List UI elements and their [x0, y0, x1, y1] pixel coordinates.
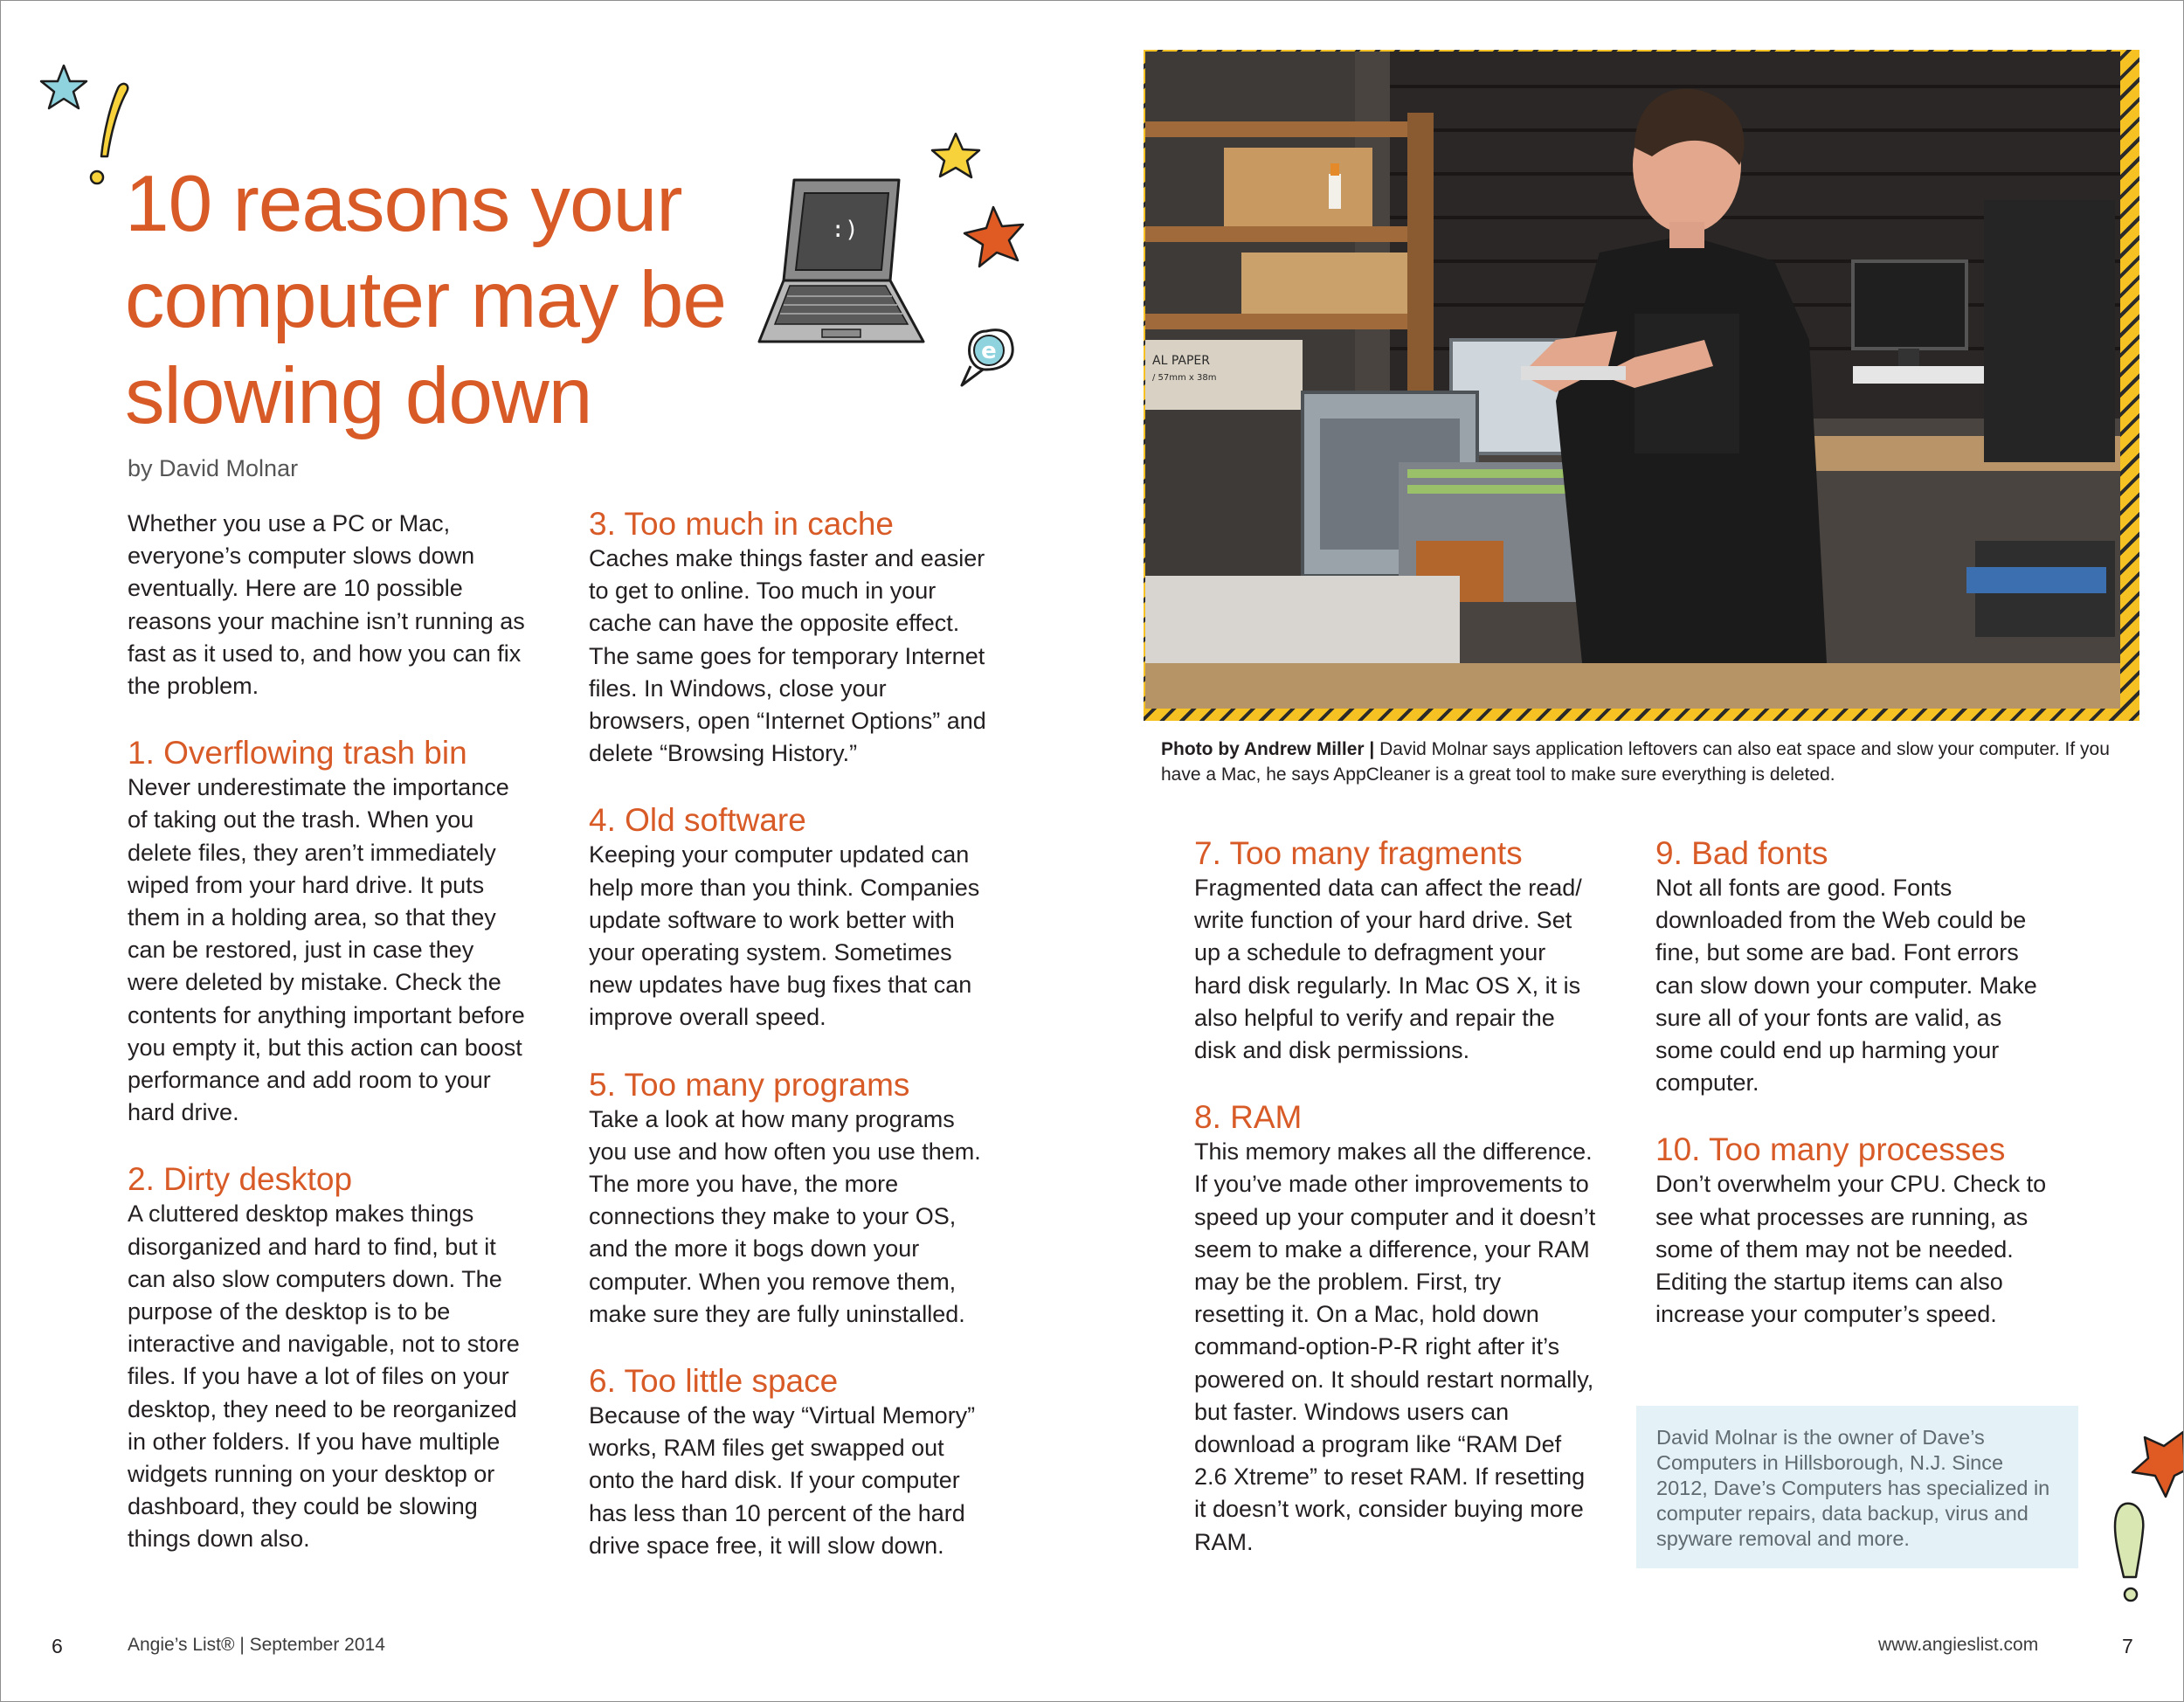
intro-paragraph: Whether you use a PC or Mac, everyone’s computer slows down eventually. Here are 10 possible reasons your machine isn’t running as fast as it used to, and how you can fix the problem.: [128, 510, 525, 700]
orange-star-icon: [2132, 1432, 2184, 1497]
yellow-star-icon: [932, 134, 979, 177]
orange-star-icon: [964, 207, 1023, 266]
section-body: Take a look at how many programs you use and how often you use them. The more you have, the more connections they make to your OS, and the more it bogs down your computer. When you remove them, make sure they are fully uninstalled.: [589, 1105, 981, 1327]
section-heading: 9. Bad fonts: [1655, 835, 1828, 871]
section-heading: 5. Too many programs: [589, 1066, 910, 1103]
section-heading: 6. Too little space: [589, 1363, 839, 1400]
section-body: Because of the way “Virtual Memory” works, RAM files get swapped out onto the hard disk. If your computer has less than 10 percent of the hard drive space free, it will slow down.: [589, 1402, 976, 1559]
section-heading: 8. RAM: [1194, 1099, 1303, 1136]
section-body: Keeping your computer updated can help more than you think. Companies update software to work better with your operating system. Sometimes new updates have bug fixes that can improve overall speed.: [589, 841, 980, 1031]
section-heading: 1. Overflowing trash bin: [128, 735, 467, 771]
section-body: Never underestimate the importance of taking out the trash. When you delete files, they aren’t immediately wiped from your hard drive. It puts them in a holding area, so that they can be restored, just in case they were deleted by mistake. Check the contents for anything important before you empty it, but this action can boost performance and add room to your hard drive.: [128, 774, 525, 1126]
svg-text:/ 57mm x 38m: / 57mm x 38m: [1152, 373, 1217, 383]
section-body: Caches make things faster and easier to get to online. Too much in your cache can have the opposite effect. The same goes for temporary Internet files. In Windows, close your browsers, open “Internet Options” and delete “Browsing History.”: [589, 545, 986, 767]
section-body: A cluttered desktop makes things disorganized and hard to find, but it can also slow computers down. The purpose of the desktop is to be interactive and navigable, not to store files. If you have a lot of files on your desktop, they need to be reorganized in other folders. If you have multiple widgets running on your desktop or dashboard, they could be slowing things down also.: [128, 1200, 520, 1553]
section-heading: 10. Too many processes: [1655, 1131, 2006, 1168]
teal-star-icon: [41, 66, 86, 108]
svg-text:AL PAPER: AL PAPER: [1152, 354, 1210, 368]
doodle-bottom-right: [2106, 1416, 2184, 1617]
laptop-illustration: [742, 132, 1056, 412]
column-2: [589, 506, 991, 1562]
publication-info: Angie’s List® | September 2014: [128, 1635, 385, 1655]
svg-text::): :): [831, 217, 859, 243]
photo-caption: [1161, 737, 2131, 787]
e-badge-icon: [962, 330, 1013, 385]
author-bio-box: David Molnar is the owner of Dave’s Computers in Hillsborough, N.J. Since 2012, Dave’s Computers has specialized in computer repairs, data backup, virus and spyware removal and more.: [1636, 1406, 2078, 1568]
section-body: Don’t overwhelm your CPU. Check to see what processes are running, as some of them may not be needed. Editing the startup items can also increase your computer’s speed.: [1655, 1171, 2047, 1328]
section-heading: 3. Too much in cache: [589, 506, 894, 542]
website-url[interactable]: www.angieslist.com: [1878, 1635, 2039, 1655]
section-body: Not all fonts are good. Fonts downloaded from the Web could be fine, but some are bad. Font errors can slow down your computer. Make sure all of your fonts are valid, as some could end up harming your computer.: [1655, 875, 2037, 1097]
photo-caption-text: David Molnar says application leftovers can also eat space and slow your computer. If you have a Mac, he says AppCleaner is a great tool to make sure everything is deleted.: [1161, 739, 2110, 785]
left-page-number: 6: [52, 1635, 63, 1657]
column-4: [1655, 835, 2049, 1331]
section-body: Fragmented data can affect the read/ write function of your hard drive. Set up a schedule to defragment your hard disk regularly. In Mac OS X, it is also helpful to verify and repair the disk and disk permissions.: [1194, 875, 1582, 1064]
byline: by David Molnar: [128, 455, 299, 481]
article-photo: [1145, 52, 2120, 709]
laptop-icon: [759, 180, 923, 342]
green-exclamation-icon: [2115, 1504, 2143, 1577]
article-title: 10 reasons your computer may be slowing down: [125, 160, 727, 440]
section-heading: 2. Dirty desktop: [128, 1161, 353, 1198]
column-3: [1194, 835, 1596, 1559]
photo-credit: Photo by Andrew Miller |: [1161, 739, 1375, 759]
section-body: This memory makes all the difference. If you’ve made other improvements to speed up your computer and it doesn’t seem to make a difference, your RAM may be the problem. First, try resetting it. On a Mac, hold down command-option-P-R right after it’s powered on. It should restart normally, but faster. Windows users can download a program like “RAM Def 2.6 Xtreme” to reset RAM. If resetting it doesn’t work, consider buying more RAM.: [1194, 1138, 1596, 1555]
column-1: [128, 508, 529, 1556]
section-heading: 4. Old software: [589, 802, 806, 839]
photo-illustration: [1145, 52, 2120, 709]
svg-text:e: e: [981, 338, 997, 364]
section-heading: 7. Too many fragments: [1194, 835, 1523, 871]
exclamation-icon: [101, 84, 128, 156]
right-page-number: 7: [2122, 1635, 2133, 1657]
doodle-stars-exclamation: [36, 62, 132, 211]
